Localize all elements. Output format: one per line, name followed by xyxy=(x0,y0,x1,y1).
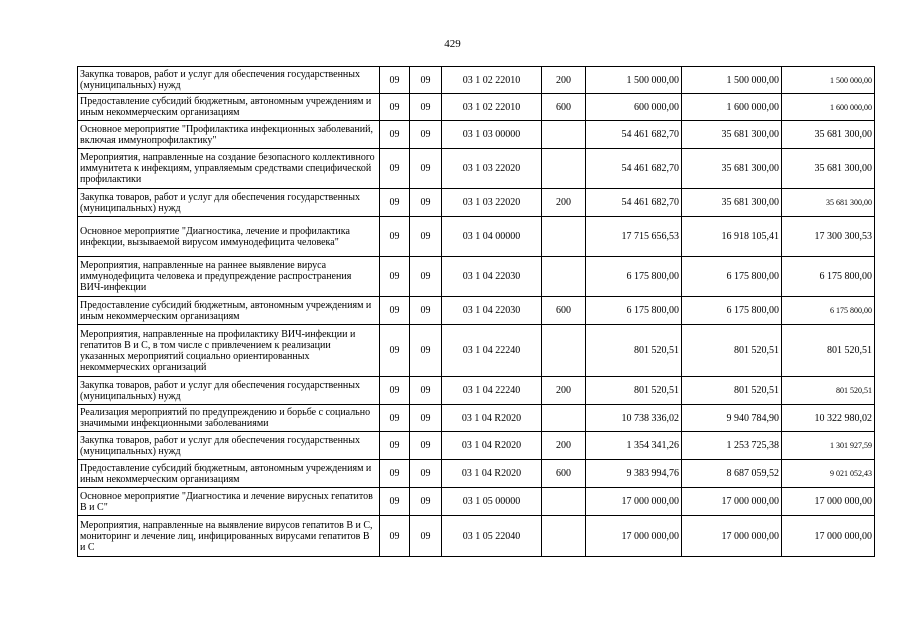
row-section: 09 xyxy=(380,405,410,432)
row-sum-3: 17 000 000,00 xyxy=(782,516,875,557)
row-name: Закупка товаров, работ и услуг для обеспечения государственных (муниципальных) нужд xyxy=(78,67,380,94)
row-sum-1: 1 500 000,00 xyxy=(586,67,682,94)
row-target-article: 03 1 04 22030 xyxy=(442,297,542,325)
row-sum-3: 1 600 000,00 xyxy=(782,94,875,121)
row-sum-3: 10 322 980,02 xyxy=(782,405,875,432)
row-sum-1: 17 715 656,53 xyxy=(586,217,682,257)
row-subsection: 09 xyxy=(410,94,442,121)
row-expense-type: 200 xyxy=(542,377,586,405)
row-target-article: 03 1 03 22020 xyxy=(442,189,542,217)
row-name: Основное мероприятие "Диагностика и лечение вирусных гепатитов В и С" xyxy=(78,488,380,516)
row-sum-3: 6 175 800,00 xyxy=(782,257,875,297)
row-expense-type xyxy=(542,325,586,377)
row-sum-2: 1 600 000,00 xyxy=(682,94,782,121)
row-sum-2: 8 687 059,52 xyxy=(682,460,782,488)
row-section: 09 xyxy=(380,488,410,516)
row-section: 09 xyxy=(380,325,410,377)
row-subsection: 09 xyxy=(410,325,442,377)
row-sum-3: 1 500 000,00 xyxy=(782,67,875,94)
row-sum-1: 17 000 000,00 xyxy=(586,488,682,516)
row-name: Закупка товаров, работ и услуг для обеспечения государственных (муниципальных) нужд xyxy=(78,432,380,460)
row-expense-type xyxy=(542,217,586,257)
row-subsection: 09 xyxy=(410,189,442,217)
table-row xyxy=(78,217,875,257)
row-sum-2: 801 520,51 xyxy=(682,377,782,405)
row-sum-1: 6 175 800,00 xyxy=(586,297,682,325)
table-row xyxy=(78,377,875,405)
row-sum-2: 801 520,51 xyxy=(682,325,782,377)
row-target-article: 03 1 03 22020 xyxy=(442,149,542,189)
row-subsection: 09 xyxy=(410,432,442,460)
table-row xyxy=(78,488,875,516)
row-name: Реализация мероприятий по предупреждению и борьбе с социально значимыми инфекционными заболеваниями xyxy=(78,405,380,432)
row-sum-3: 1 301 927,59 xyxy=(782,432,875,460)
row-name: Основное мероприятие "Диагностика, лечение и профилактика инфекции, вызываемой вирусом иммунодефицита человека" xyxy=(78,217,380,257)
row-expense-type: 200 xyxy=(542,67,586,94)
row-sum-1: 54 461 682,70 xyxy=(586,149,682,189)
row-sum-2: 35 681 300,00 xyxy=(682,149,782,189)
table-row xyxy=(78,94,875,121)
row-name: Мероприятия, направленные на создание безопасного коллективного иммунитета к инфекциям, управляемым средствами специфической профилактики xyxy=(78,149,380,189)
row-name: Мероприятия, направленные на выявление вирусов гепатитов В и С, мониторинг и лечение лиц, инфицированных вирусами гепатитов В и С xyxy=(78,516,380,557)
row-sum-1: 1 354 341,26 xyxy=(586,432,682,460)
row-section: 09 xyxy=(380,94,410,121)
row-sum-3: 35 681 300,00 xyxy=(782,149,875,189)
row-section: 09 xyxy=(380,297,410,325)
row-subsection: 09 xyxy=(410,121,442,149)
row-target-article: 03 1 04 22240 xyxy=(442,377,542,405)
table-row xyxy=(78,297,875,325)
row-section: 09 xyxy=(380,432,410,460)
row-name: Закупка товаров, работ и услуг для обеспечения государственных (муниципальных) нужд xyxy=(78,377,380,405)
row-sum-2: 17 000 000,00 xyxy=(682,516,782,557)
row-sum-3: 17 000 000,00 xyxy=(782,488,875,516)
table-row xyxy=(78,67,875,94)
row-expense-type xyxy=(542,149,586,189)
row-sum-3: 35 681 300,00 xyxy=(782,189,875,217)
row-target-article: 03 1 04 00000 xyxy=(442,217,542,257)
row-subsection: 09 xyxy=(410,257,442,297)
row-section: 09 xyxy=(380,121,410,149)
row-sum-2: 1 253 725,38 xyxy=(682,432,782,460)
row-section: 09 xyxy=(380,377,410,405)
row-section: 09 xyxy=(380,67,410,94)
row-expense-type xyxy=(542,257,586,297)
row-sum-1: 600 000,00 xyxy=(586,94,682,121)
table-row xyxy=(78,257,875,297)
row-sum-1: 6 175 800,00 xyxy=(586,257,682,297)
row-subsection: 09 xyxy=(410,516,442,557)
row-sum-2: 35 681 300,00 xyxy=(682,189,782,217)
row-subsection: 09 xyxy=(410,67,442,94)
page-number: 429 xyxy=(444,38,461,50)
row-section: 09 xyxy=(380,257,410,297)
row-subsection: 09 xyxy=(410,460,442,488)
row-target-article: 03 1 03 00000 xyxy=(442,121,542,149)
row-target-article: 03 1 04 R2020 xyxy=(442,432,542,460)
row-section: 09 xyxy=(380,516,410,557)
row-expense-type: 200 xyxy=(542,432,586,460)
row-expense-type: 600 xyxy=(542,297,586,325)
row-sum-3: 801 520,51 xyxy=(782,325,875,377)
row-expense-type xyxy=(542,405,586,432)
row-subsection: 09 xyxy=(410,297,442,325)
row-target-article: 03 1 04 R2020 xyxy=(442,460,542,488)
row-subsection: 09 xyxy=(410,405,442,432)
row-target-article: 03 1 04 22240 xyxy=(442,325,542,377)
table-row xyxy=(78,432,875,460)
row-subsection: 09 xyxy=(410,149,442,189)
row-sum-1: 54 461 682,70 xyxy=(586,121,682,149)
row-expense-type: 200 xyxy=(542,189,586,217)
row-sum-1: 54 461 682,70 xyxy=(586,189,682,217)
table-row xyxy=(78,325,875,377)
row-subsection: 09 xyxy=(410,377,442,405)
row-target-article: 03 1 04 R2020 xyxy=(442,405,542,432)
row-expense-type xyxy=(542,121,586,149)
row-target-article: 03 1 02 22010 xyxy=(442,94,542,121)
row-name: Мероприятия, направленные на профилактику ВИЧ-инфекции и гепатитов В и С, в том числе с привлечением к реализации указанных мероприятий социально ориентированных некоммерческих организаций xyxy=(78,325,380,377)
row-name: Предоставление субсидий бюджетным, автономным учреждениям и иным некоммерческим организациям xyxy=(78,297,380,325)
row-sum-1: 10 738 336,02 xyxy=(586,405,682,432)
row-sum-2: 16 918 105,41 xyxy=(682,217,782,257)
budget-table xyxy=(77,66,875,557)
row-sum-2: 17 000 000,00 xyxy=(682,488,782,516)
row-sum-1: 801 520,51 xyxy=(586,325,682,377)
row-sum-2: 9 940 784,90 xyxy=(682,405,782,432)
row-expense-type: 600 xyxy=(542,460,586,488)
row-sum-2: 6 175 800,00 xyxy=(682,257,782,297)
row-expense-type xyxy=(542,488,586,516)
row-section: 09 xyxy=(380,217,410,257)
row-sum-2: 35 681 300,00 xyxy=(682,121,782,149)
row-section: 09 xyxy=(380,149,410,189)
row-name: Основное мероприятие "Профилактика инфекционных заболеваний, включая иммунопрофилактику" xyxy=(78,121,380,149)
row-sum-3: 17 300 300,53 xyxy=(782,217,875,257)
row-name: Закупка товаров, работ и услуг для обеспечения государственных (муниципальных) нужд xyxy=(78,189,380,217)
row-target-article: 03 1 05 22040 xyxy=(442,516,542,557)
table-row xyxy=(78,121,875,149)
row-sum-3: 6 175 800,00 xyxy=(782,297,875,325)
row-sum-2: 1 500 000,00 xyxy=(682,67,782,94)
row-target-article: 03 1 05 00000 xyxy=(442,488,542,516)
row-section: 09 xyxy=(380,460,410,488)
row-expense-type: 600 xyxy=(542,94,586,121)
row-subsection: 09 xyxy=(410,217,442,257)
row-name: Предоставление субсидий бюджетным, автономным учреждениям и иным некоммерческим организациям xyxy=(78,460,380,488)
table-row xyxy=(78,516,875,557)
row-sum-3: 35 681 300,00 xyxy=(782,121,875,149)
row-expense-type xyxy=(542,516,586,557)
table-row xyxy=(78,405,875,432)
row-sum-1: 17 000 000,00 xyxy=(586,516,682,557)
row-subsection: 09 xyxy=(410,488,442,516)
row-sum-2: 6 175 800,00 xyxy=(682,297,782,325)
row-sum-3: 9 021 052,43 xyxy=(782,460,875,488)
row-section: 09 xyxy=(380,189,410,217)
table-row xyxy=(78,460,875,488)
table-row xyxy=(78,189,875,217)
row-target-article: 03 1 02 22010 xyxy=(442,67,542,94)
row-name: Предоставление субсидий бюджетным, автономным учреждениям и иным некоммерческим организациям xyxy=(78,94,380,121)
row-sum-1: 801 520,51 xyxy=(586,377,682,405)
row-name: Мероприятия, направленные на раннее выявление вируса иммунодефицита человека и предупреждение распространения ВИЧ-инфекции xyxy=(78,257,380,297)
table-row xyxy=(78,149,875,189)
row-sum-3: 801 520,51 xyxy=(782,377,875,405)
row-target-article: 03 1 04 22030 xyxy=(442,257,542,297)
row-sum-1: 9 383 994,76 xyxy=(586,460,682,488)
